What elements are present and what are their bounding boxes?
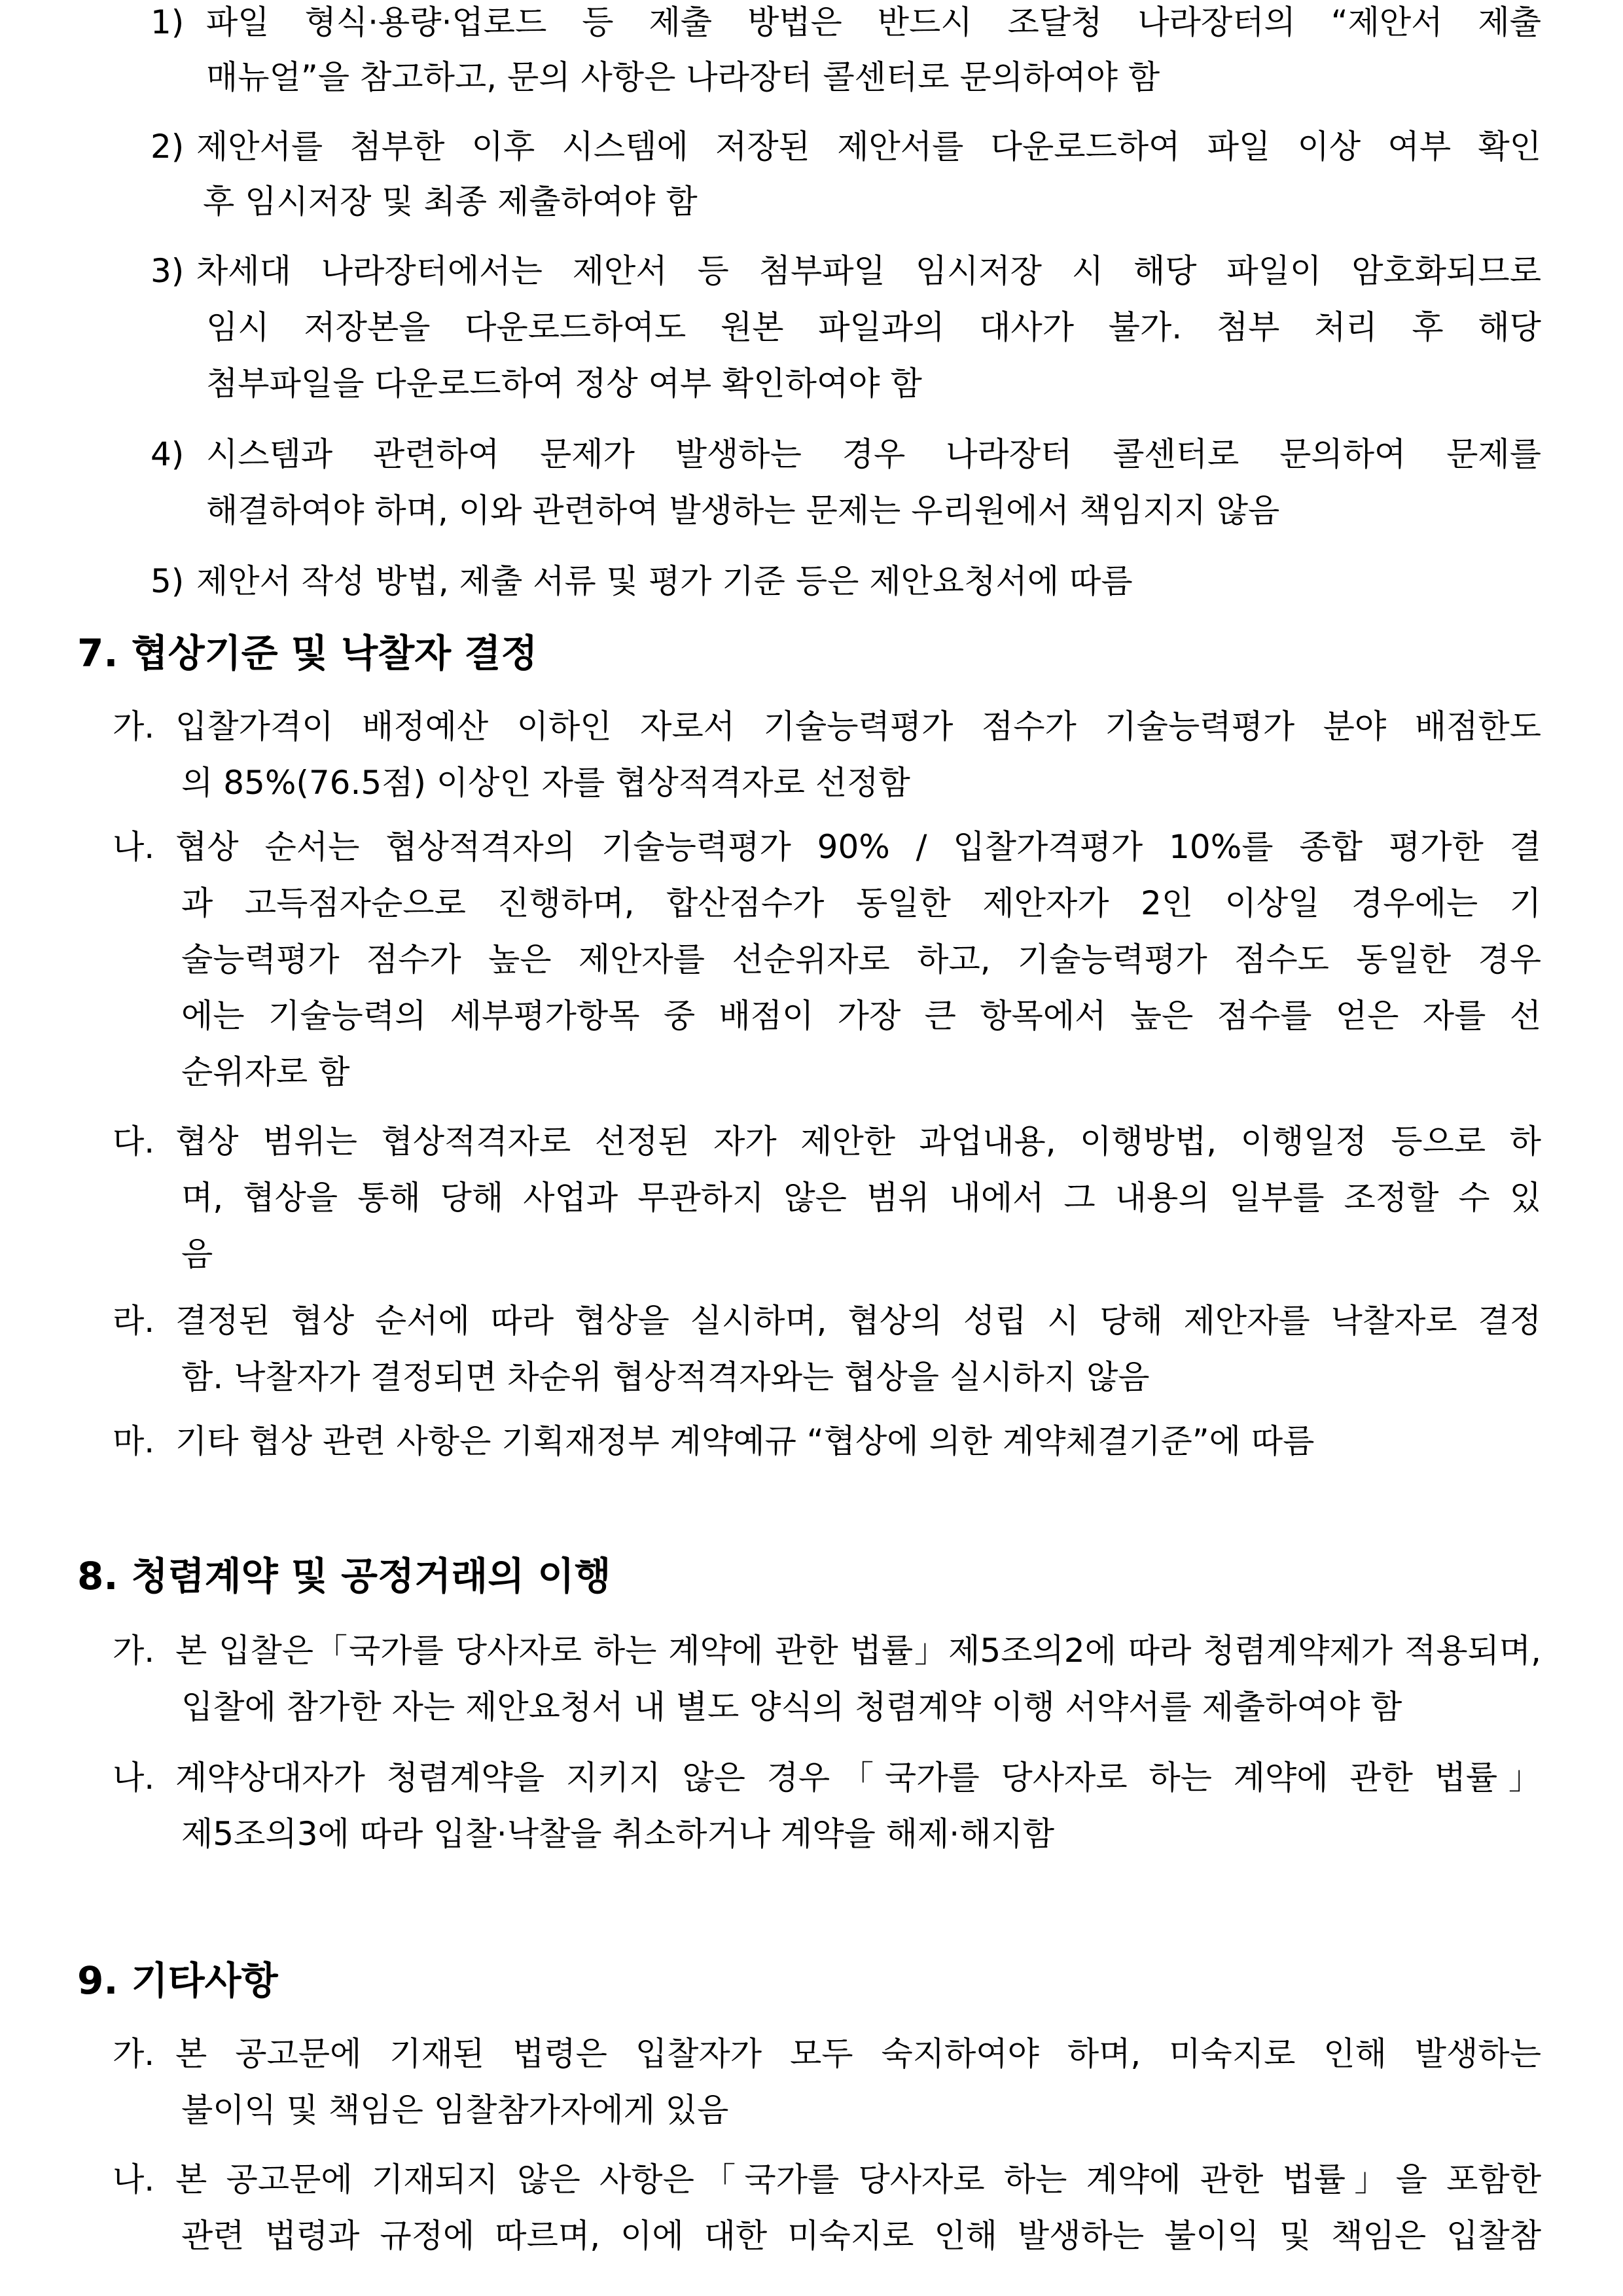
item-marker: 마. [113, 1422, 155, 1460]
item-marker: 나. [113, 1759, 155, 1797]
item-text: 함. 낙찰자가 결정되면 차순위 협상적격자와는 협상을 실시하지 않음 [181, 1358, 1150, 1396]
item-text: 의 85%(76.5점) 이상인 자를 협상적격자로 선정함 [181, 764, 910, 802]
item-text: 본 공고문에 기재된 법령은 입찰자가 모두 숙지하여야 하며, 미숙지로 인해 발생하는 [175, 2035, 1541, 2073]
item-text: 며, 협상을 통해 당해 사업과 무관하지 않은 범위 내에서 그 내용의 일부를 조정할 수 있 [181, 1179, 1541, 1217]
list-item-text: 파일 형식·용량·업로드 등 제출 방법은 반드시 조달청 나라장터의 “제안서 제출 [206, 3, 1541, 41]
item-text: 본 입찰은「국가를 당사자로 하는 계약에 관한 법률」제5조의2에 따라 청렴계약제가 적용되며, [175, 1632, 1541, 1670]
item-text: 기타 협상 관련 사항은 기획재정부 계약예규 “협상에 의한 계약체결기준”에 따름 [175, 1422, 1315, 1460]
item-text: 협상 순서는 협상적격자의 기술능력평가 90% / 입찰가격평가 10%를 종합 평가한 결 [175, 828, 1541, 866]
list-item-text: 차세대 나라장터에서는 제안서 등 첨부파일 임시저장 시 해당 파일이 암호화되므로 [196, 252, 1541, 290]
item-text: 본 공고문에 기재되지 않은 사항은「국가를 당사자로 하는 계약에 관한 법률」을 포함한 [175, 2161, 1541, 2198]
list-item-text: 시스템과 관련하여 문제가 발생하는 경우 나라장터 콜센터로 문의하여 문제를 [206, 435, 1541, 473]
list-number: 1) [151, 3, 185, 41]
section-heading: 8. 청렴계약 및 공정거래의 이행 [77, 1554, 611, 1598]
item-text: 과 고득점자순으로 진행하며, 합산점수가 동일한 제안자가 2인 이상일 경우에는 기 [181, 884, 1541, 922]
item-marker: 가. [113, 708, 155, 745]
list-item-text: 매뉴얼”을 참고하고, 문의 사항은 나라장터 콜센터로 문의하여야 함 [206, 58, 1160, 96]
item-marker: 가. [113, 1632, 155, 1670]
list-item-text: 제안서를 첨부한 이후 시스템에 저장된 제안서를 다운로드하여 파일 이상 여부 확인 [196, 128, 1541, 166]
item-text: 입찰에 참가한 자는 제안요청서 내 별도 양식의 청렴계약 이행 서약서를 제출하여야 함 [181, 1688, 1402, 1726]
item-text: 술능력평가 점수가 높은 제안자를 선순위자로 하고, 기술능력평가 점수도 동일한 경우 [181, 941, 1541, 978]
item-text: 관련 법령과 규정에 따르며, 이에 대한 미숙지로 인해 발생하는 불이익 및 책임은 입찰참 [181, 2217, 1541, 2255]
item-text: 순위자로 함 [181, 1053, 350, 1091]
list-item-text: 임시 저장본을 다운로드하여도 원본 파일과의 대사가 불가. 첨부 처리 후 해당 [206, 308, 1541, 346]
item-marker: 라. [113, 1302, 155, 1340]
item-text: 협상 범위는 협상적격자로 선정된 자가 제안한 과업내용, 이행방법, 이행일정 등으로 하 [175, 1122, 1541, 1160]
list-item-text: 첨부파일을 다운로드하여 정상 여부 확인하여야 함 [206, 365, 922, 403]
list-number: 3) [151, 252, 185, 290]
list-item-text: 제안서 작성 방법, 제출 서류 및 평가 기준 등은 제안요청서에 따름 [196, 562, 1133, 600]
list-number: 2) [151, 128, 185, 166]
item-text: 에는 기술능력의 세부평가항목 중 배점이 가장 큰 항목에서 높은 점수를 얻은 자를 선 [181, 997, 1541, 1035]
item-text: 결정된 협상 순서에 따라 협상을 실시하며, 협상의 성립 시 당해 제안자를 낙찰자로 결정 [175, 1302, 1541, 1340]
item-text: 불이익 및 책임은 임찰참가자에게 있음 [181, 2091, 729, 2129]
list-item-text: 후 임시저장 및 최종 제출하여야 함 [203, 183, 698, 221]
list-item-text: 해결하여야 하며, 이와 관련하여 발생하는 문제는 우리원에서 책임지지 않음 [206, 492, 1280, 529]
item-marker: 가. [113, 2035, 155, 2073]
item-marker: 다. [113, 1122, 155, 1160]
item-text: 음 [181, 1235, 213, 1273]
section-heading: 9. 기타사항 [77, 1958, 278, 2003]
list-number: 5) [151, 562, 185, 600]
section-heading: 7. 협상기준 및 낙찰자 결정 [77, 631, 538, 675]
item-marker: 나. [113, 2161, 155, 2198]
item-marker: 나. [113, 828, 155, 866]
item-text: 제5조의3에 따라 입찰·낙찰을 취소하거나 계약을 해제·해지함 [181, 1815, 1055, 1853]
item-text: 입찰가격이 배정예산 이하인 자로서 기술능력평가 점수가 기술능력평가 분야 배점한도 [175, 708, 1541, 745]
item-text: 계약상대자가 청렴계약을 지키지 않은 경우「국가를 당사자로 하는 계약에 관한 법률」 [175, 1759, 1541, 1797]
list-number: 4) [151, 435, 185, 473]
